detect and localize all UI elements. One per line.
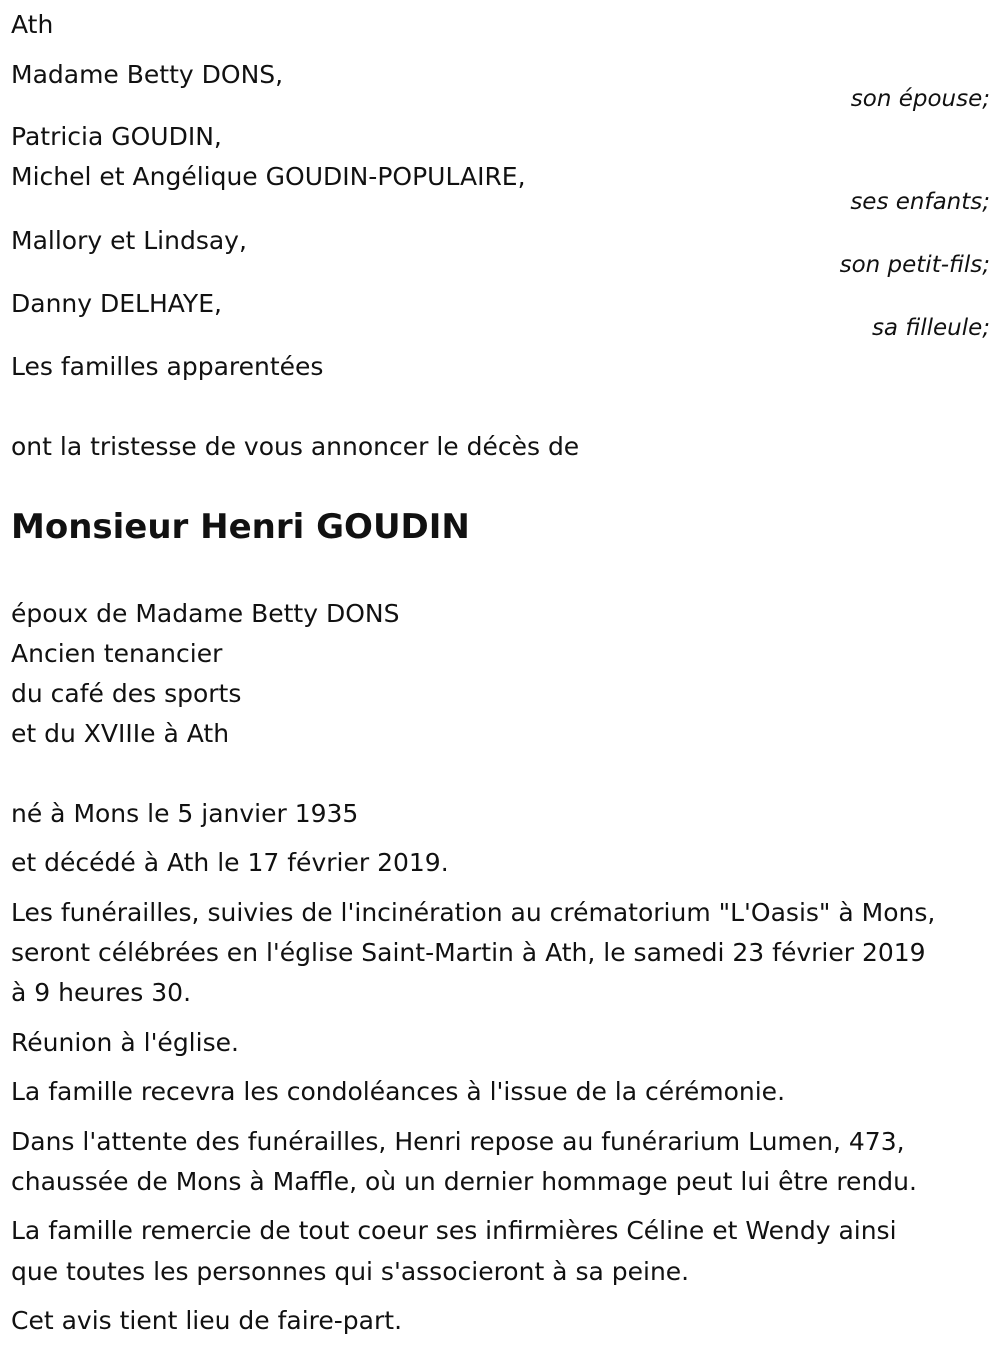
announcement-text: ont la tristesse de vous annoncer le décès de — [11, 432, 580, 461]
death-info: et décédé à Ath le 17 février 2019. — [11, 848, 449, 877]
children-role: ses enfants; — [850, 189, 990, 215]
rest-line: Dans l'attente des funérailles, Henri repose au funérarium Lumen, 473, — [11, 1127, 905, 1156]
funeral-line: à 9 heures 30. — [11, 978, 192, 1007]
funeral-line: seront célébrées en l'église Saint-Martin à Ath, le samedi 23 février 2019 — [11, 938, 926, 967]
goddaughter-name: Danny DELHAYE, — [11, 289, 222, 318]
meeting-note: Réunion à l'église. — [11, 1028, 239, 1057]
funeral-line: Les funérailles, suivies de l'incinération au crématorium "L'Oasis" à Mons, — [11, 898, 936, 927]
grandchildren-role: son petit-fils; — [839, 252, 990, 278]
goddaughter-role: sa filleule; — [871, 315, 990, 341]
spouse-role: son épouse; — [850, 86, 990, 112]
birth-info: né à Mons le 5 janvier 1935 — [11, 799, 359, 828]
thanks-line: que toutes les personnes qui s'associeront à sa peine. — [11, 1257, 690, 1286]
description-line: Ancien tenancier — [11, 639, 223, 668]
child-name-1: Patricia GOUDIN, — [11, 122, 222, 151]
child-name-2: Michel et Angélique GOUDIN-POPULAIRE, — [11, 162, 526, 191]
spouse-name: Madame Betty DONS, — [11, 60, 284, 89]
deceased-name: Monsieur Henri GOUDIN — [11, 507, 470, 547]
description-line: du café des sports — [11, 679, 242, 708]
location-heading: Ath — [11, 10, 54, 39]
relatives-line: Les familles apparentées — [11, 352, 324, 381]
thanks-line: La famille remercie de tout coeur ses infirmières Céline et Wendy ainsi — [11, 1216, 897, 1245]
closing-note: Cet avis tient lieu de faire-part. — [11, 1306, 403, 1335]
grandchildren-names: Mallory et Lindsay, — [11, 226, 247, 255]
description-line: et du XVIIIe à Ath — [11, 719, 230, 748]
condolences-note: La famille recevra les condoléances à l'issue de la cérémonie. — [11, 1077, 786, 1106]
description-line: époux de Madame Betty DONS — [11, 599, 400, 628]
rest-line: chaussée de Mons à Maffle, où un dernier hommage peut lui être rendu. — [11, 1167, 917, 1196]
